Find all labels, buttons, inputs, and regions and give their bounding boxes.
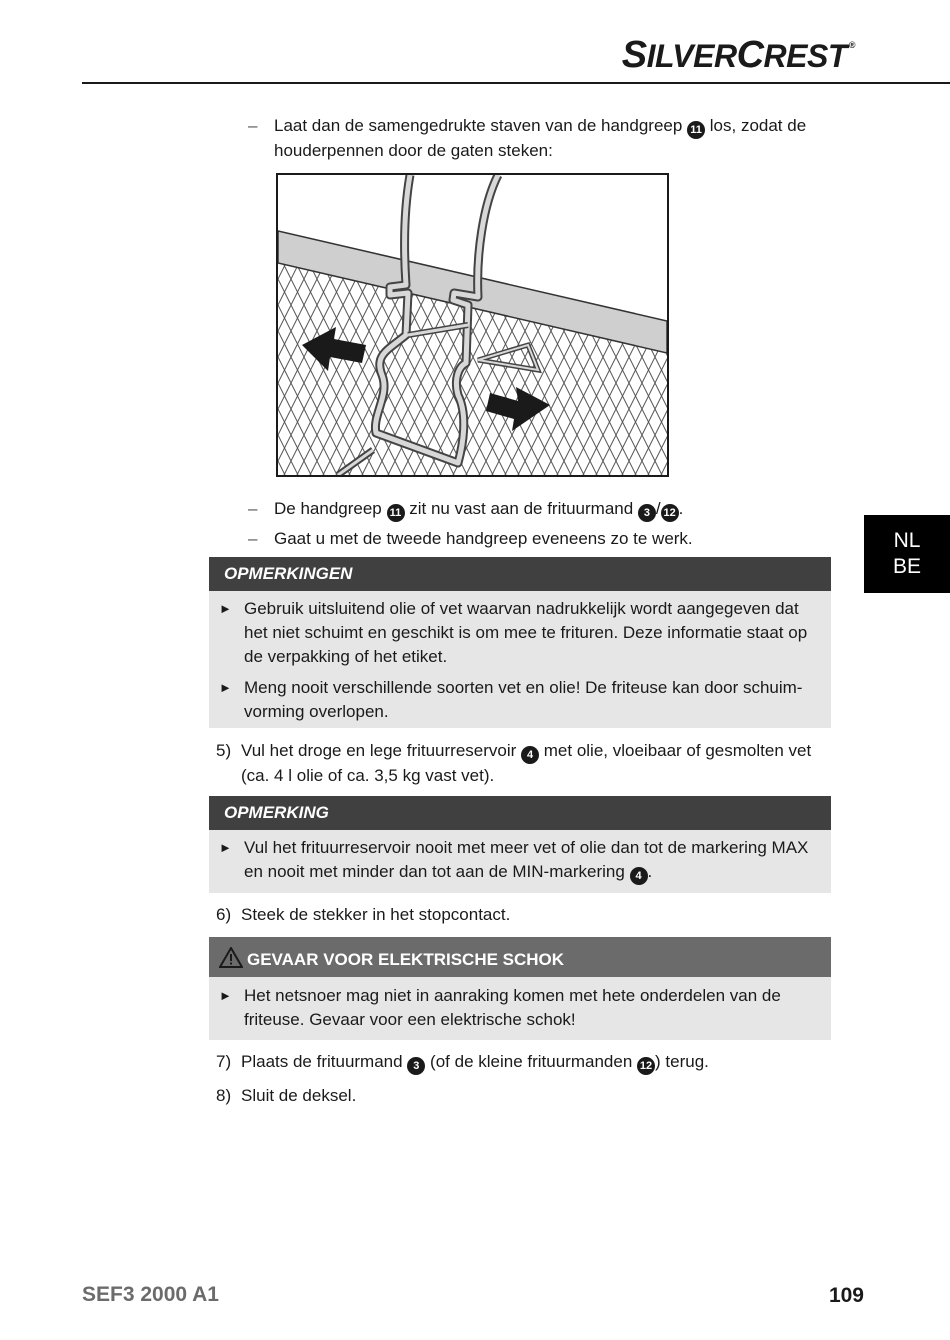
part-ref-badge: 11 (387, 504, 405, 522)
note-item: ► Gebruik uitsluitend olie of vet waarvan nadrukkelijk wordt aangegeven dat het niet schuimt en geschikt is om mee te frituren. Deze informatie staat op de verpakking of het etiket. (219, 599, 808, 666)
language-tab: NL BE (864, 515, 950, 593)
handle-attached-instruction: – De handgreep 11 zit nu vast aan de frituurmand 3 / 12 . (248, 497, 838, 522)
part-ref-badge: 12 (661, 504, 679, 522)
part-ref-badge: 4 (521, 746, 539, 764)
step-7: 7) Plaats de frituurmand 3 (of de kleine frituurmanden 12 ) terug. (216, 1050, 836, 1075)
step-5: 5) Vul het droge en lege frituurreservoir 4 met olie, vloeibaar of gesmolten vet (ca. 4 l olie of ca. 3,5 kg vast vet). (216, 741, 812, 785)
bullet-arrow-icon: ► (219, 988, 232, 1003)
step-8: 8) Sluit de deksel. (216, 1086, 357, 1105)
step-6: 6) Steek de stekker in het stopcontact. (216, 905, 511, 924)
intro-instruction: – Laat dan de samengedrukte staven van de handgreep 11 los, zodat de houderpennen door de gaten steken: (248, 116, 807, 160)
notes-box-title: OPMERKINGEN (209, 557, 831, 591)
brand-logo: SILVERCREST ® (621, 34, 855, 76)
note-item: ► Meng nooit verschillende soorten vet en olie! De friteuse kan door schuim- vorming overlopen. (219, 678, 803, 721)
danger-box-title: GEVAAR VOOR ELEKTRISCHE SCHOK (209, 937, 831, 977)
note-box-title: OPMERKING (209, 796, 831, 830)
notes-box (209, 557, 831, 728)
danger-item: ► Het netsnoer mag niet in aanraking komen met hete onderdelen van de friteuse. Gevaar voor een elektrische schok! (219, 986, 781, 1029)
part-ref-badge: 4 (630, 867, 648, 885)
second-handle-instruction: – Gaat u met de tweede handgreep eveneens zo te werk. (248, 529, 693, 548)
footer-model-number: SEF3 2000 A1 (82, 1283, 219, 1306)
note-box (209, 796, 831, 893)
part-ref-badge: 3 (407, 1057, 425, 1075)
part-ref-badge: 12 (637, 1057, 655, 1075)
bullet-arrow-icon: ► (219, 601, 232, 616)
danger-box (209, 937, 831, 1040)
part-ref-badge: 3 (638, 504, 656, 522)
part-ref-badge: 11 (687, 121, 705, 139)
page-number: 109 (828, 1284, 864, 1307)
header-divider (82, 82, 950, 84)
bullet-arrow-icon: ► (219, 680, 232, 695)
warning-triangle-icon (219, 947, 243, 968)
bullet-arrow-icon: ► (219, 840, 232, 855)
note-item: ► Vul het frituurreservoir nooit met meer vet of olie dan tot de markering MAX en nooit met minder dan tot aan de MIN-markering 4 . (209, 836, 831, 885)
basket-handle-illustration (276, 173, 669, 477)
